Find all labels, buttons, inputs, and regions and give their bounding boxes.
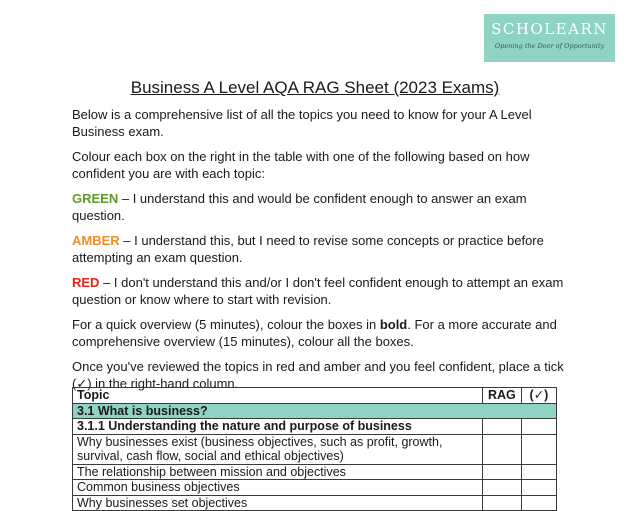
table-row xyxy=(73,480,557,496)
review-paragraph: Once you've reviewed the topics in red and amber and you feel confident, place a tick (✓) in the right-hand column. xyxy=(72,359,564,391)
amber-text: – I understand this, but I need to revise some concepts or practice before attempting an exam question. xyxy=(72,233,544,265)
red-label: RED xyxy=(72,275,100,290)
overview-after: . For a more accurate and comprehensive overview (15 minutes), colour all the boxes. xyxy=(72,317,557,349)
table-row xyxy=(73,495,557,511)
rag-cell[interactable] xyxy=(482,480,521,496)
green-text: – I understand this and would be confident enough to answer an exam question. xyxy=(72,191,527,223)
subsection-title: 3.1.1 Understanding the nature and purpose of business xyxy=(73,419,483,435)
rag-cell[interactable] xyxy=(482,464,521,480)
section-row xyxy=(73,403,557,419)
section-title: 3.1 What is business? xyxy=(73,403,557,419)
tick-cell[interactable] xyxy=(521,464,556,480)
logo-name: SCHOLEARN xyxy=(491,20,608,38)
table-header-row xyxy=(73,388,557,404)
rag-cell[interactable] xyxy=(482,419,521,435)
amber-paragraph xyxy=(72,233,572,266)
topic-cell: Why businesses set objectives xyxy=(73,495,483,511)
green-paragraph xyxy=(72,191,572,224)
overview-paragraph xyxy=(72,317,572,350)
tick-cell[interactable] xyxy=(521,434,556,464)
amber-label: AMBER xyxy=(72,233,120,248)
document-title: Business A Level AQA RAG Sheet (2023 Exams) xyxy=(130,78,500,97)
tick-cell[interactable] xyxy=(521,480,556,496)
intro-paragraph: Below is a comprehensive list of all the topics you need to know for your A Level Business exam. xyxy=(72,107,532,139)
document-body xyxy=(72,107,572,401)
red-paragraph xyxy=(72,275,572,308)
tick-cell[interactable] xyxy=(521,419,556,435)
rag-cell[interactable] xyxy=(482,434,521,464)
topic-cell: Common business objectives xyxy=(73,480,483,496)
rag-cell[interactable] xyxy=(482,495,521,511)
overview-bold: bold xyxy=(379,317,408,332)
red-text: – I don't understand this and/or I don't feel confident enough to attempt an exam question or know where to start with revision. xyxy=(72,275,564,307)
table-row xyxy=(73,434,557,464)
logo-tagline: Opening the Door of Opportunity xyxy=(494,42,605,50)
scholearn-logo xyxy=(484,14,615,62)
rag-table xyxy=(72,387,557,511)
table-row xyxy=(73,464,557,480)
subsection-row xyxy=(73,419,557,435)
green-label: GREEN xyxy=(72,191,119,206)
instruction-paragraph: Colour each box on the right in the table with one of the following based on how confident you are with each topic: xyxy=(72,149,530,181)
header-rag: RAG xyxy=(482,388,521,404)
overview-before: For a quick overview (5 minutes), colour the boxes in xyxy=(72,317,380,332)
header-topic: Topic xyxy=(73,388,483,404)
tick-cell[interactable] xyxy=(521,495,556,511)
topic-cell: Why businesses exist (business objectives, such as profit, growth, survival, cash flow, social and ethical objectives) xyxy=(73,434,483,464)
topic-cell: The relationship between mission and objectives xyxy=(73,464,483,480)
header-tick: (✓) xyxy=(521,388,556,404)
